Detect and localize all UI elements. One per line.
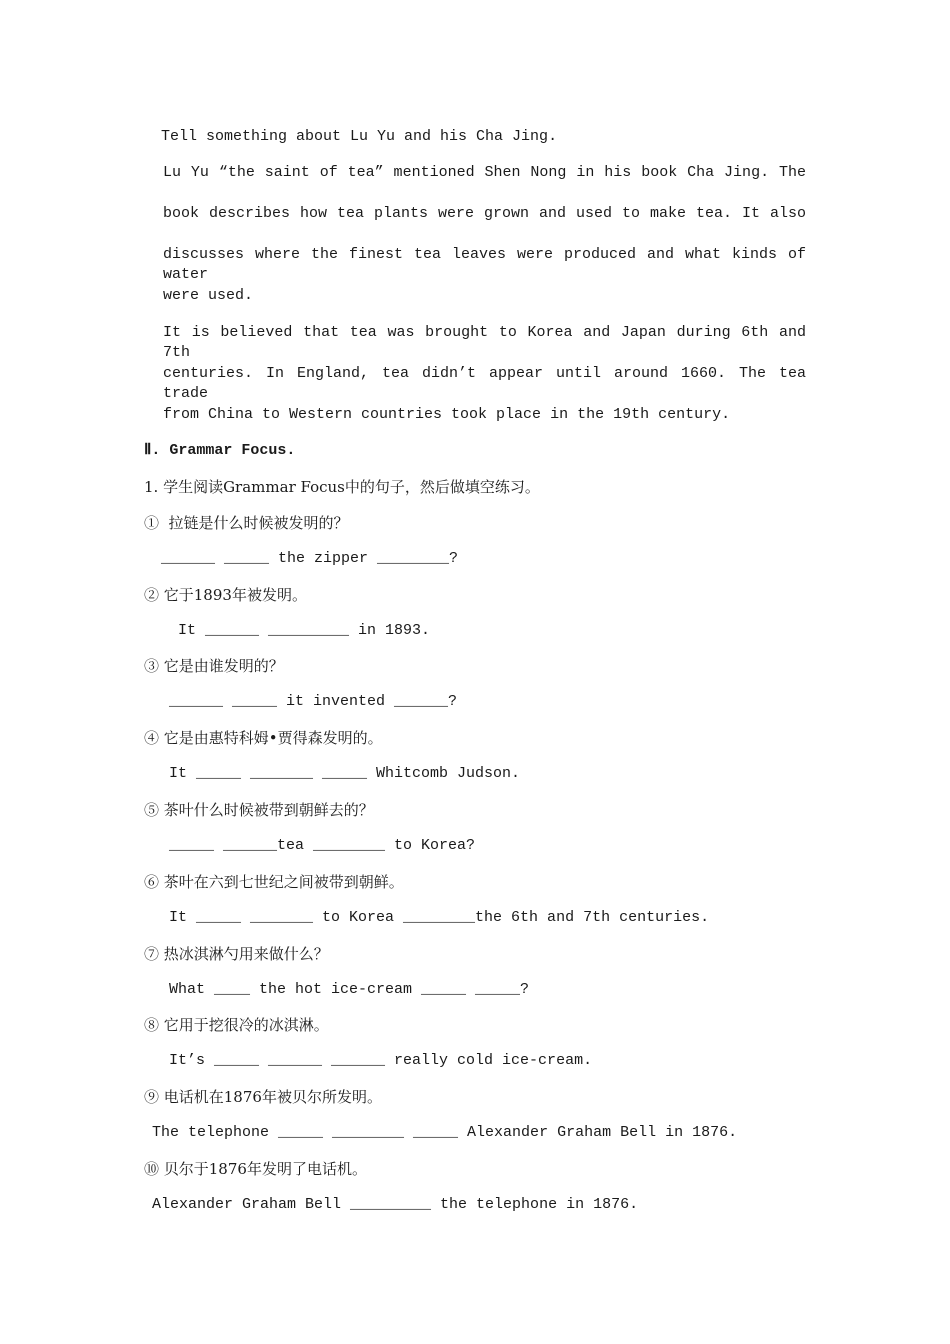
exercise-9-chinese: ⑨ 电话机在1876年被贝尔所发明。	[144, 1088, 382, 1106]
grammar-instruction: 1. 学生阅读Grammar Focus中的句子，然后做填空练习。	[144, 478, 540, 496]
exercise-3-english: ______ _____ it invented ______?	[169, 693, 458, 710]
exercise-7-chinese: ⑦ 热冰淇淋勺用来做什么？	[144, 945, 329, 963]
paragraph-2-line-2: centuries. In England, tea didn’t appear until around 1660. The tea trade	[163, 365, 806, 402]
exercise-7-english: What ____ the hot ice-cream _____ _____?	[169, 981, 530, 998]
exercise-8-chinese: ⑧ 它用于挖很冷的冰淇淋。	[144, 1016, 329, 1034]
exercise-5-english: _____ ______tea ________ to Korea?	[169, 837, 476, 854]
paragraph-1-line-1: Lu Yu “the saint of tea” mentioned Shen Nong in his book Cha Jing. The	[163, 164, 806, 181]
exercise-6-chinese: ⑥ 茶叶在六到七世纪之间被带到朝鲜。	[144, 873, 404, 891]
exercise-5-chinese: ⑤ 茶叶什么时候被带到朝鲜去的？	[144, 801, 374, 819]
exercise-2-chinese: ② 它于1893年被发明。	[144, 586, 307, 604]
paragraph-2-line-1: It is believed that tea was brought to Korea and Japan during 6th and 7th	[163, 324, 806, 361]
exercise-10-english: Alexander Graham Bell _________ the telephone in 1876.	[152, 1196, 639, 1213]
exercise-2-english: It ______ _________ in 1893.	[178, 622, 431, 639]
exercise-10-chinese: ⑩ 贝尔于1876年发明了电话机。	[144, 1160, 367, 1178]
exercise-9-english: The telephone _____ ________ _____ Alexander Graham Bell in 1876.	[152, 1124, 738, 1141]
exercise-1-chinese: ① 拉链是什么时候被发明的？	[144, 514, 349, 532]
grammar-focus-heading: Ⅱ. Grammar Focus.	[144, 442, 296, 459]
exercise-3-chinese: ③ 它是由谁发明的？	[144, 657, 284, 675]
reading-prompt: Tell something about Lu Yu and his Cha Jing.	[161, 128, 558, 145]
paragraph-1-line-4: were used.	[163, 287, 254, 304]
paragraph-1-line-2: book describes how tea plants were grown and used to make tea. It also	[163, 205, 806, 222]
exercise-6-english: It _____ _______ to Korea ________the 6th and 7th centuries.	[169, 909, 710, 926]
paragraph-1-line-3: discusses where the finest tea leaves were produced and what kinds of water	[163, 246, 806, 283]
exercise-4-chinese: ④ 它是由惠特科姆•贾得森发明的。	[144, 729, 383, 747]
exercise-8-english: It’s _____ ______ ______ really cold ice-cream.	[169, 1052, 593, 1069]
exercise-1-english: ______ _____ the zipper ________?	[161, 550, 459, 567]
exercise-4-english: It _____ _______ _____ Whitcomb Judson.	[169, 765, 521, 782]
paragraph-2-line-3: from China to Western countries took place in the 19th century.	[163, 406, 731, 423]
